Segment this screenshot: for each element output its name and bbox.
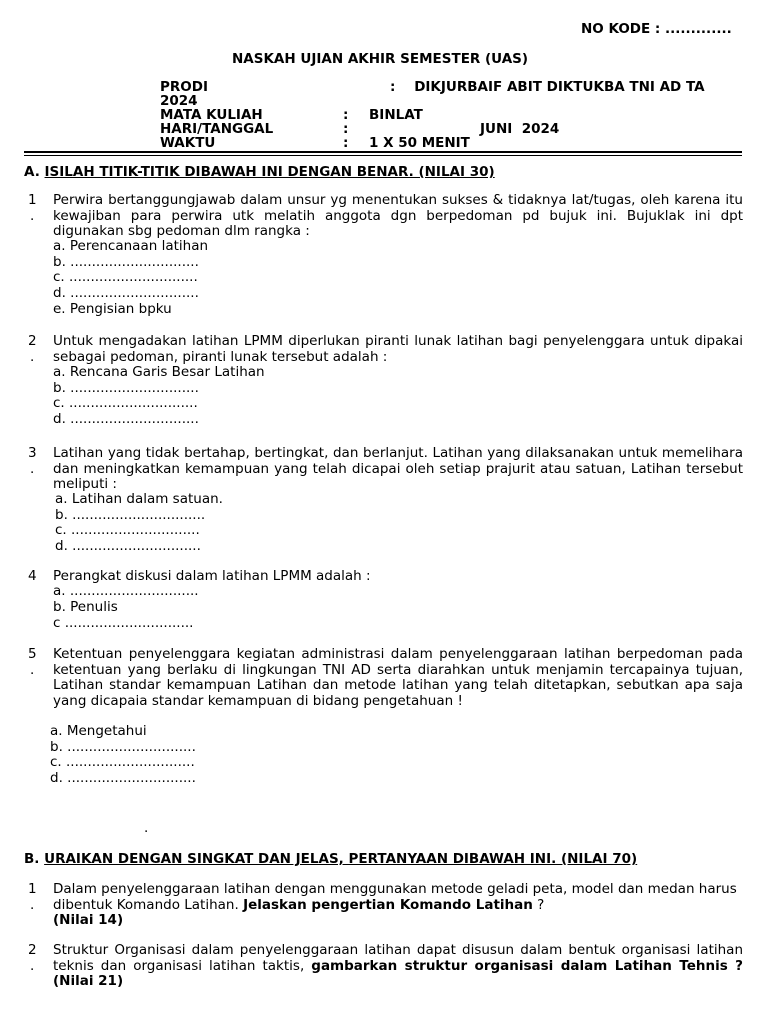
question-a5-dot: . [30, 662, 35, 678]
question-a2-option-a: a. Rencana Garis Besar Latihan [53, 364, 265, 380]
question-a5-option-c: c. .............................. [50, 754, 195, 770]
prodi-label: PRODI [160, 79, 208, 95]
question-a1-dot: . [30, 208, 35, 224]
question-a5-option-d: d. .............................. [50, 770, 196, 786]
no-kode: NO KODE : ............. [581, 21, 732, 37]
section-b-title: URAIKAN DENGAN SINGKAT DAN JELAS, PERTANYAAN DIBAWAH INI. (NILAI 70) [44, 851, 638, 867]
header-divider-thick [24, 151, 742, 153]
question-b1-bold: Jelaskan pengertian Komando Latihan [243, 896, 533, 913]
hari-value: JUNI 2024 [480, 121, 560, 137]
question-a3-option-b: b. ............................... [55, 507, 206, 523]
waktu-colon: : [343, 135, 349, 151]
matkul-colon: : [343, 107, 349, 123]
question-b2-number: 2 [28, 942, 37, 958]
question-b1-plain: Dalam penyelenggaraan latihan dengan menggunakan metode geladi peta, model dan medan harus dibentuk Komando Latihan. [53, 881, 737, 913]
section-b-heading [24, 852, 637, 868]
stray-dot: . [144, 820, 149, 836]
question-b2-bold: gambarkan struktur organisasi dalam Latihan Tehnis ? (Nilai 21) [53, 957, 744, 989]
question-a2-text: Untuk mengadakan latihan LPMM diperlukan piranti lunak latihan bagi penyelenggara untuk dipakai sebagai pedoman, piranti lunak tersebut adalah : [53, 333, 743, 365]
question-a1-option-e: e. Pengisian bpku [53, 301, 172, 317]
question-b1-nilai: (Nilai 14) [53, 912, 124, 928]
question-a1-option-d: d. .............................. [53, 285, 199, 301]
question-b2-plain: Struktur Organisasi dalam penyelenggaraan latihan dapat disusun dalam bentuk organisasi latihan teknis dan organisasi latihan taktis, [53, 942, 743, 974]
question-b1-dot: . [30, 897, 35, 913]
question-a3-option-d: d. .............................. [55, 538, 201, 554]
question-a3-text: Latihan yang tidak bertahap, bertingkat, dan berlanjut. Latihan yang dilaksanakan untuk memelihara dan meningkatkan kemampuan yang telah dicapai oleh setiap prajurit atau satuan, Latihan tersebut meliputi : [53, 445, 743, 492]
header-divider-thin [24, 155, 742, 156]
question-a4-text: Perangkat diskusi dalam latihan LPMM adalah : [53, 568, 371, 584]
section-a-title: ISILAH TITIK-TITIK DIBAWAH INI DENGAN BENAR. (NILAI 30) [44, 164, 495, 180]
question-a2-option-d: d. .............................. [53, 411, 199, 427]
question-b1-after: ? [532, 896, 545, 913]
question-a5-option-b: b. .............................. [50, 739, 196, 755]
question-b2-text [53, 943, 743, 990]
section-b-letter: B. [24, 851, 40, 867]
question-b1-text [53, 882, 743, 929]
question-a2-dot: . [30, 349, 35, 365]
matkul-label: MATA KULIAH [160, 107, 263, 123]
question-a1-number: 1 [28, 192, 37, 208]
question-a4-number: 4 [28, 568, 37, 584]
question-a2-number: 2 [28, 333, 37, 349]
question-b1-number: 1 [28, 881, 37, 897]
question-a3-number: 3 [28, 445, 37, 461]
prodi-year: 2024 [160, 93, 198, 109]
question-a4-option-c: c .............................. [53, 615, 194, 631]
question-a5-option-a: a. Mengetahui [50, 723, 147, 739]
question-a4-option-b: b. Penulis [53, 599, 118, 615]
question-a5-text: Ketentuan penyelenggara kegiatan administrasi dalam penyelenggaraan latihan berpedoman pada ketentuan yang berlaku di lingkungan TNI AD serta diarahkan untuk menjamin tercapainya tujuan, Latihan standar kemampuan Latihan dan metode latihan yang telah ditetapkan, sebutkan apa saja yang dicapaia standar kemampuan di bidang pengetahuan ! [53, 646, 743, 709]
hari-label: HARI/TANGGAL [160, 121, 274, 137]
waktu-value: 1 X 50 MENIT [369, 135, 470, 151]
question-b2-dot: . [30, 958, 35, 974]
question-a1-option-c: c. .............................. [53, 269, 198, 285]
question-a1-text: Perwira bertanggungjawab dalam unsur yg menentukan sukses & tidaknya lat/tugas, oleh karena itu kewajiban para perwira utk melatih anggota dgn berpedoman pd bujuk ini. Bujuklak ini dpt digunakan sbg pedoman dlm rangka : [53, 192, 743, 239]
question-a4-option-a: a. .............................. [53, 583, 199, 599]
section-a-heading [24, 165, 495, 181]
exam-title: NASKAH UJIAN AKHIR SEMESTER (UAS) [232, 51, 529, 67]
question-a3-dot: . [30, 461, 35, 477]
question-a1-option-b: b. .............................. [53, 254, 199, 270]
question-a3-option-c: c. .............................. [55, 522, 200, 538]
question-a1-option-a: a. Perencanaan latihan [53, 238, 209, 254]
question-a3-option-a: a. Latihan dalam satuan. [55, 491, 223, 507]
matkul-value: BINLAT [369, 107, 423, 123]
hari-colon: : [343, 121, 349, 137]
waktu-label: WAKTU [160, 135, 216, 151]
question-a2-option-c: c. .............................. [53, 395, 198, 411]
section-a-letter: A. [24, 164, 40, 180]
question-a2-option-b: b. .............................. [53, 380, 199, 396]
question-a5-number: 5 [28, 646, 37, 662]
prodi-value: : DIKJURBAIF ABIT DIKTUKBA TNI AD TA [390, 79, 705, 95]
